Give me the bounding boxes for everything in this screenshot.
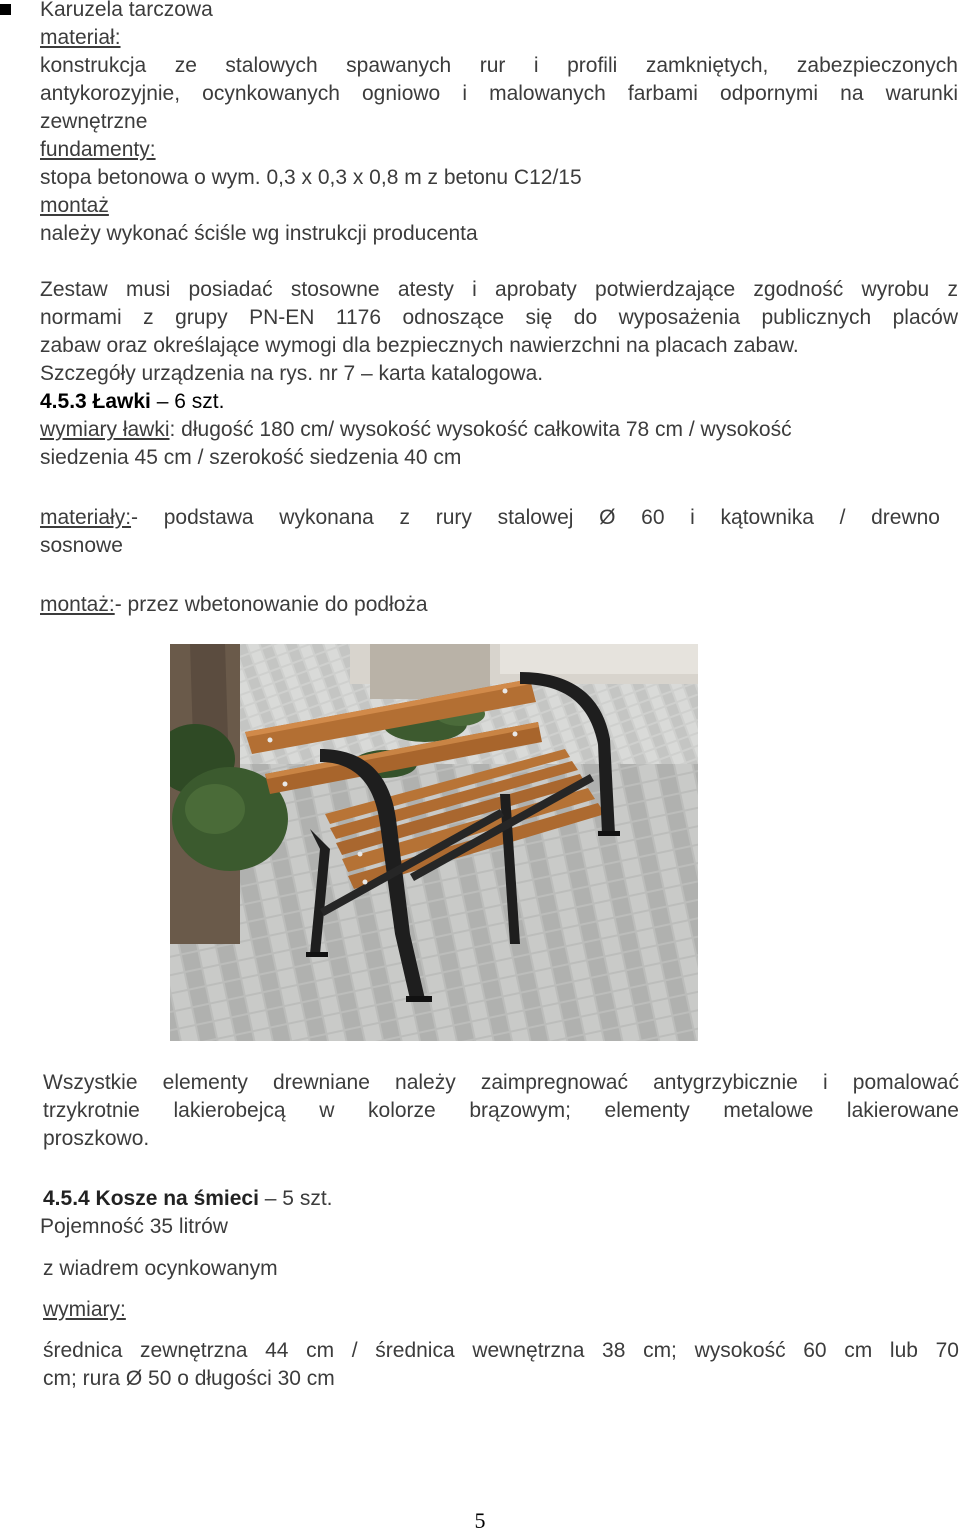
- bullet-square-icon: [0, 4, 11, 15]
- bins-dims-line-1: [43, 1338, 959, 1364]
- bench-heading-text: 4.5.3 Ławki: [40, 390, 151, 413]
- bench-heading-qty: – 6 szt.: [150, 390, 225, 413]
- details-text: Szczegóły urządzenia na rys. nr 7 – karta katalogowa.: [40, 362, 544, 385]
- cert-text-2: normami z grupy PN-EN 1176 odnoszące się do wyposażenia publicznych placów: [40, 306, 958, 329]
- bench-dims-label: wymiary ławki: [40, 418, 170, 441]
- bins-capacity: Pojemność 35 litrów: [40, 1215, 228, 1238]
- bench-dims-text-2: siedzenia 45 cm / szerokość siedzenia 40 cm: [40, 446, 462, 469]
- bins-dims-text-1: średnica zewnętrzna 44 cm / średnica wewnętrzna 38 cm; wysokość 60 cm lub 70: [43, 1339, 959, 1362]
- bins-dims-text-2: cm; rura Ø 50 o długości 30 cm: [43, 1367, 335, 1390]
- bench-materials-text-2: sosnowe: [40, 534, 123, 557]
- wood-line-2: [43, 1098, 959, 1124]
- bench-materials-label: materiały:: [40, 506, 132, 529]
- material-text-1: konstrukcja ze stalowych spawanych rur i profili zamkniętych, zabezpieczonych: [40, 54, 958, 77]
- bins-heading-text: 4.5.4 Kosze na śmieci: [43, 1187, 259, 1210]
- material-text-3: zewnętrzne: [40, 110, 148, 133]
- bench-dims-text-1: : długość 180 cm/ wysokość wysokość całkowita 78 cm / wysokość: [169, 418, 792, 441]
- bench-assembly-line: [40, 592, 428, 618]
- bench-materials-line-1: [40, 505, 940, 531]
- cert-line-2: [40, 305, 958, 331]
- foundation-text: stopa betonowa o wym. 0,3 x 0,3 x 0,8 m z betonu C12/15: [40, 166, 582, 189]
- cert-text-3: zabaw oraz określające wymogi dla bezpiecznych nawierzchni na placach zabaw.: [40, 334, 799, 357]
- material-text-line-1: [40, 53, 958, 79]
- foundation-label: fundamenty:: [40, 138, 156, 161]
- wood-text-2: trzykrotnie lakierobejcą w kolorze brązowym; elementy metalowe lakierowane: [43, 1099, 959, 1122]
- wood-line-1: [43, 1070, 959, 1096]
- bench-assembly-label: montaż:: [40, 593, 115, 616]
- material-label: materiał:: [40, 26, 121, 49]
- bench-assembly-text: - przez wbetonowanie do podłoża: [114, 593, 428, 616]
- bench-photo: [170, 644, 698, 1041]
- bins-heading-qty: – 5 szt.: [258, 1187, 333, 1210]
- cert-line-1: [40, 277, 958, 303]
- material-text-line-2: [40, 81, 958, 107]
- bench-heading: [40, 389, 224, 415]
- bins-dims-label: wymiary:: [43, 1298, 126, 1321]
- bench-materials-just: [40, 505, 940, 531]
- wood-text-3: proszkowo.: [43, 1127, 150, 1150]
- bins-heading: [43, 1186, 332, 1212]
- wood-text-1: Wszystkie elementy drewniane należy zaimpregnować antygrzybicznie i pomalować: [43, 1071, 959, 1094]
- assembly-label: montaż: [40, 194, 109, 217]
- bench-dims-line-1: [40, 417, 792, 443]
- section-title: Karuzela tarczowa: [40, 0, 213, 21]
- material-text-2: antykorozyjnie, ocynkowanych ogniowo i malowanych farbami odpornymi na warunki: [40, 82, 958, 105]
- assembly-text: należy wykonać ściśle wg instrukcji producenta: [40, 222, 478, 245]
- bench-materials-text-1: - podstawa wykonana z rury stalowej Ø 60 i kątownika / drewno: [131, 506, 940, 529]
- bins-bucket: z wiadrem ocynkowanym: [43, 1257, 278, 1280]
- page-number: 5: [474, 1508, 486, 1533]
- cert-text-1: Zestaw musi posiadać stosowne atesty i aprobaty potwierdzające zgodność wyrobu z: [40, 278, 958, 301]
